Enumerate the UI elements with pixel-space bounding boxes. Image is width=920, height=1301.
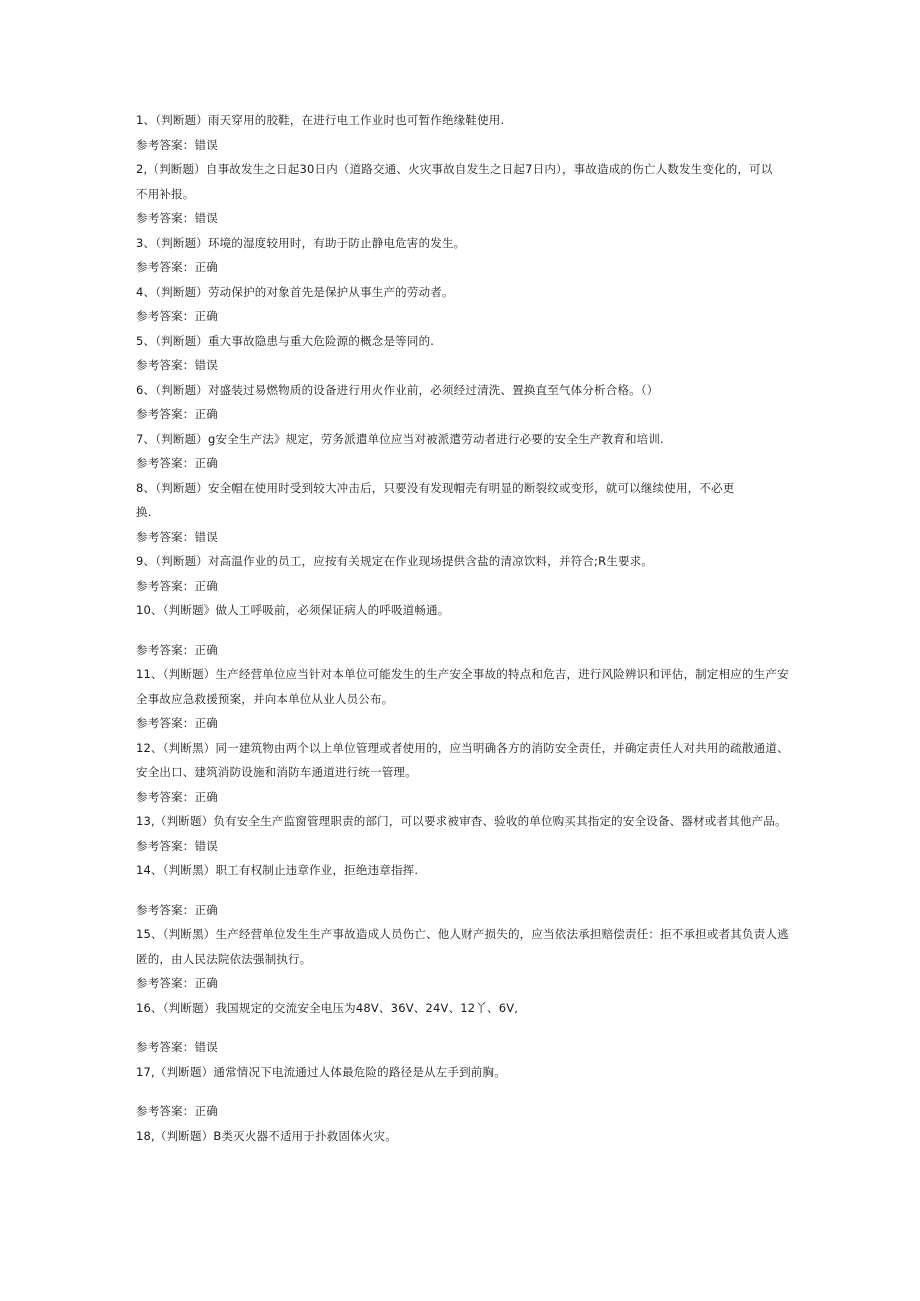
question-text: 安全出口、建筑消防设施和消防车通道进行统一管理。 (136, 765, 417, 779)
question-list (136, 108, 796, 1148)
question-text: 5、（判断题）重大事故隐患与重大危险源的概念是等同的. (136, 333, 435, 348)
answer-text: 参考答案：正确 (136, 309, 218, 323)
question-text: 匿的，由人民法院依法强制执行。 (136, 951, 312, 966)
question-text: 9、（判断题）对高温作业的员工，应按有关规定在作业现场提供含盐的清凉饮料，并符合;R生要求。 (136, 554, 654, 568)
answer-text: 参考答案：正确 (136, 407, 218, 421)
question-text: 14、（判断黑）职工有权制止违章作业，拒绝违章指挥. (136, 863, 419, 877)
question-text: 2,（判断题）自事故发生之日起30日内（道路交通、火灾事故自发生之日起7日内），事故造成的伤亡人数发生变化的，可以 (136, 162, 773, 176)
question-text: 15、（判断黑）生产经营单位发生生产事故造成人员伤亡、他人财产损失的，应当依法承担赔偿责任：拒不承担或者其负责人逃 (136, 927, 789, 941)
answer-text: 参考答案：正确 (136, 1104, 218, 1118)
answer-text: 参考答案：正确 (136, 902, 218, 917)
answer-text: 参考答案：错误 (136, 137, 218, 152)
answer-text: 参考答案：正确 (136, 716, 218, 730)
answer-text: 参考答案：正确 (136, 789, 218, 804)
question-text: 6、（判断题）对盛装过易燃物质的设备进行用火作业前，必须经过清洗、置换直至气体分析合格。（） (136, 382, 659, 397)
question-text: 11、（判断题）生产经营单位应当针对本单位可能发生的生产安全事故的特点和危吉，进行风险辨识和评估，制定相应的生产安 (136, 667, 789, 681)
question-text: 12、（判断黑）同一建筑物由两个以上单位管理或者使用的，应当明确各方的消防安全责任，并确定责任人对共用的疏散通道、 (136, 740, 789, 755)
spacer (136, 1084, 796, 1099)
question-text: 不用补报。 (136, 186, 195, 201)
answer-text: 参考答案：错误 (136, 838, 218, 853)
answer-text: 参考答案：正确 (136, 578, 218, 593)
question-text: 8、（判断题）安全帽在使用时受到较大冲击后，只要没有发现帽壳有明显的断裂纹或变形，就可以继续使用，不必更 (136, 480, 735, 495)
question-text: 1、（判断题）雨天穿用的胶鞋，在进行电工作业时也可暂作绝缘鞋使用. (136, 113, 505, 127)
spacer (136, 1020, 796, 1035)
answer-text: 参考答案：错误 (136, 211, 218, 225)
question-text: 全事故应急救援预案，并向本单位从业人员公布。 (136, 691, 394, 706)
answer-text: 参考答案：正确 (136, 642, 218, 657)
answer-text: 参考答案：错误 (136, 529, 218, 544)
question-text: 10、（判断题》做人工呼吸前，必须保证病人的呼吸道畅通。 (136, 603, 450, 617)
question-text: 17,（判断题）通常情况下电流通过人体最危险的路径是从左手到前胸。 (136, 1064, 506, 1079)
question-text: 换. (136, 505, 152, 519)
answer-text: 参考答案：错误 (136, 1040, 218, 1054)
question-text: 18,（判断题）B类灭火器不适用于扑救固体火灾。 (136, 1128, 397, 1143)
answer-text: 参考答案：错误 (136, 358, 218, 372)
spacer (136, 623, 796, 638)
answer-text: 参考答案：正确 (136, 456, 218, 470)
question-text: 13,（判断题）负有安全生产监窗管理职责的部门，可以要求被审杳、验收的单位购买其指定的安全设备、器材或者其他产品。 (136, 814, 787, 828)
answer-text: 参考答案：正确 (136, 976, 218, 990)
question-text: 3、（判断题）环境的湿度较用时，有助于防止静电危害的发生。 (136, 235, 466, 250)
question-text: 7、（判断题）g安全生产法》规定，劳务派遣单位应当对被派遣劳动者进行必要的安全生产教育和培训. (136, 431, 664, 446)
spacer (136, 883, 796, 898)
answer-text: 参考答案：正确 (136, 260, 218, 274)
question-text: 4、（判断题）劳动保护的对象首先是保护从事生产的劳动者。 (136, 284, 454, 299)
question-text: 16、（判断题）我国规定的交流安全电压为48V、36V、24V、12丫、6V, (136, 1000, 519, 1015)
